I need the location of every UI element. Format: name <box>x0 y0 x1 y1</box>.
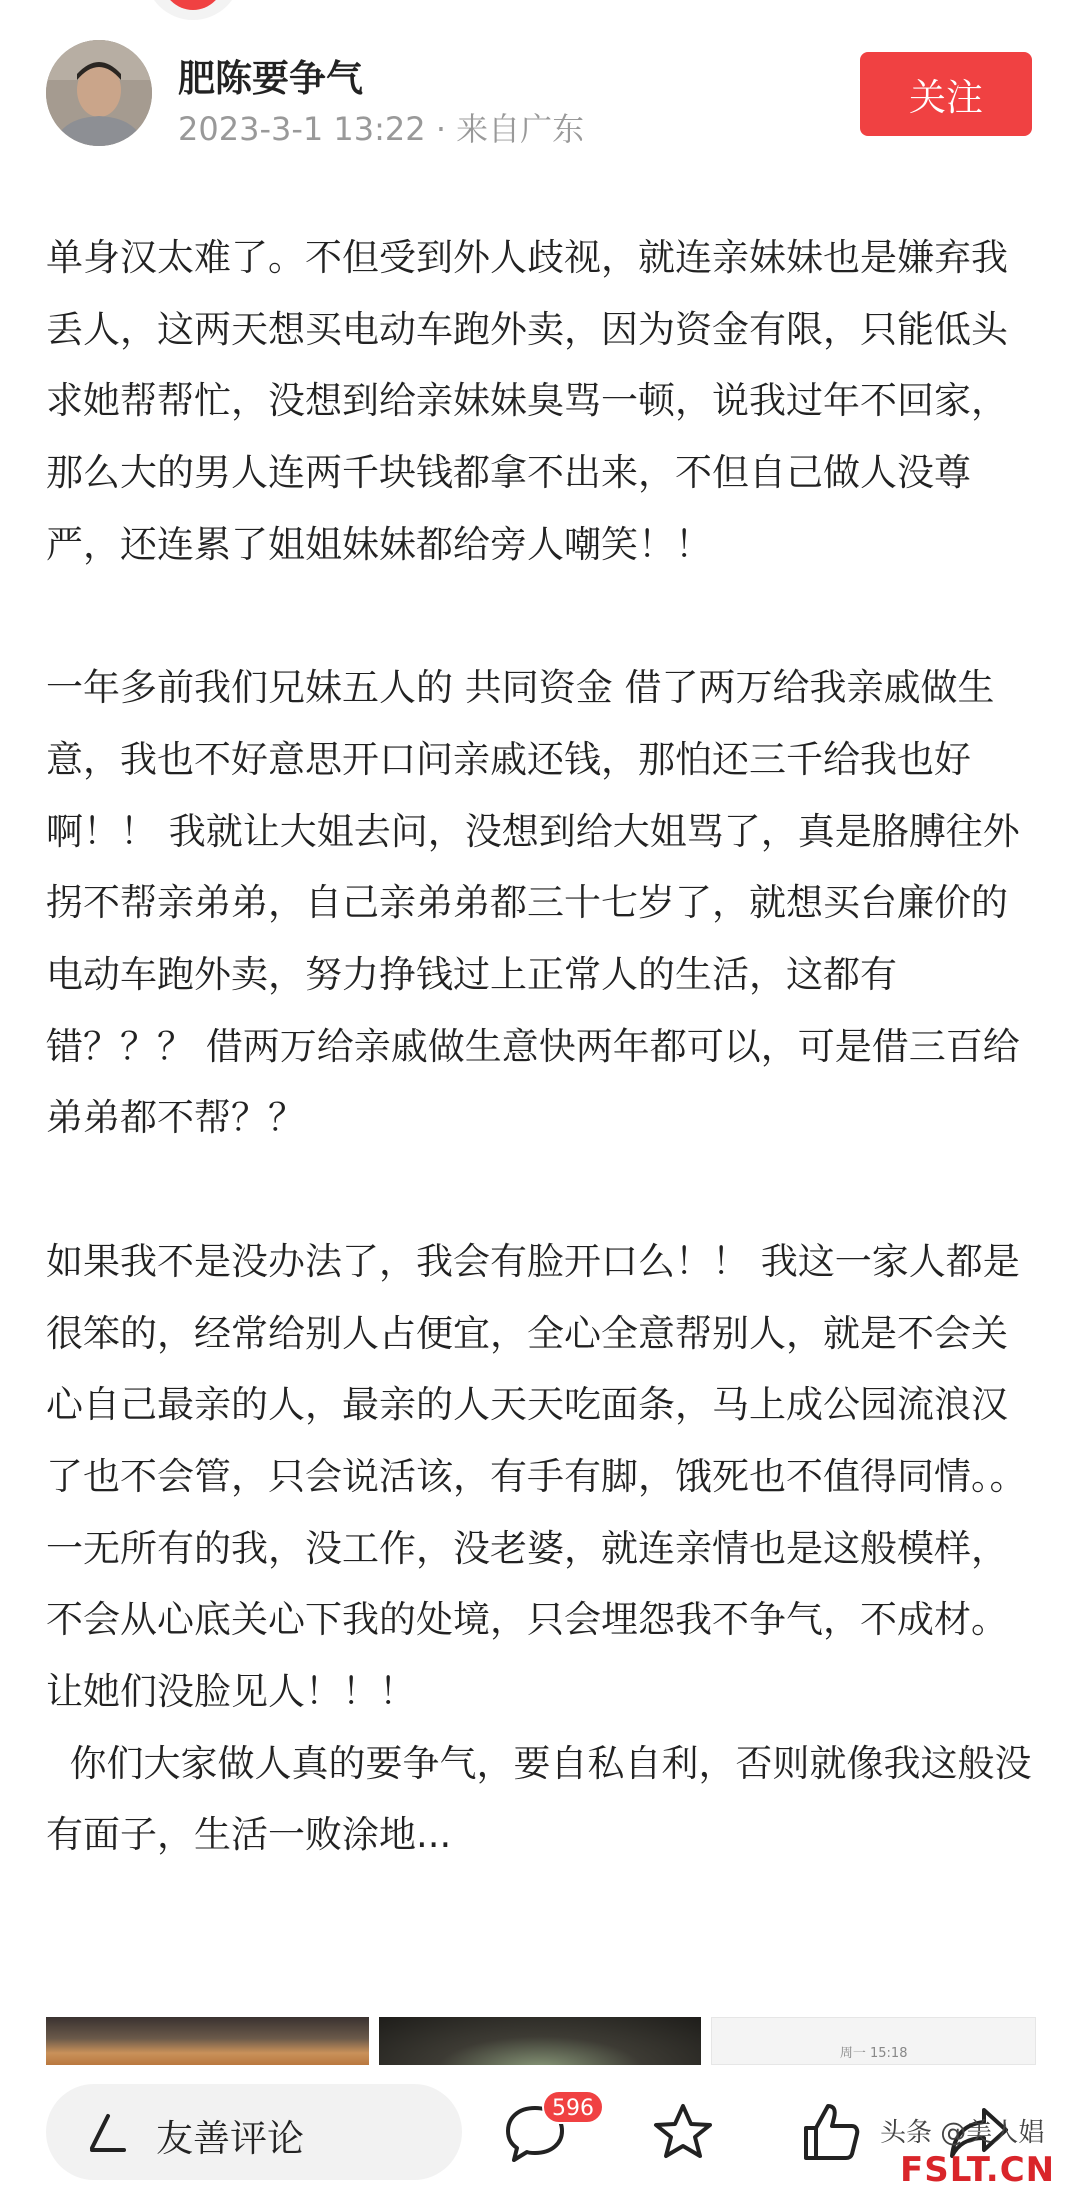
paragraph-1: 单身汉太难了。不但受到外人歧视，就连亲妹妹也是嫌弃我丢人，这两天想买电动车跑外卖，因为资金有限，只能低头求她帮帮忙，没想到给亲妹妹臭骂一顿，说我过年不回家，那么大的男人连两千块钱都拿不出来，不但自己做人没尊严，还连累了姐姐妹妹都给旁人嘲笑！！ <box>46 236 1008 566</box>
red-dot-icon <box>162 0 224 10</box>
post-meta: 2023-3-1 13:22 · 来自广东 <box>178 110 585 148</box>
watermark-site: FSLT.CN <box>900 2150 1056 2190</box>
comment-input[interactable] <box>46 2084 462 2180</box>
paragraph-3: 如果我不是没办法了，我会有脸开口么！！ 我这一家人都是很笨的，经常给别人占便宜，全心全意帮别人，就是不会关心自己最亲的人，最亲的人天天吃面条，马上成公园流浪汉了也不会管，只会说活该，有手有脚，饿死也不值得同情。。一无所有的我，没工作，没老婆，就连亲情也是这般模样，不会从心底关心下我的处境，只会埋怨我不争气，不成材。让她们没脸见人！！！ <box>46 1239 1027 1714</box>
top-status-badge <box>145 0 241 20</box>
image-thumbnail-1[interactable] <box>46 2017 369 2065</box>
comment-placeholder: 友善评论 <box>156 2117 304 2160</box>
image-thumbnail-2[interactable] <box>379 2017 702 2065</box>
paragraph-4: 你们大家做人真的要争气，要自私自利，否则就像我这般没有面子，生活一败涂地... <box>46 1741 1032 1857</box>
post-header <box>0 40 1079 160</box>
follow-button[interactable]: 关注 <box>860 52 1032 136</box>
thumbnail-caption: 周一 15:18 <box>839 2046 908 2061</box>
image-strip <box>46 2017 1036 2065</box>
image-thumbnail-3[interactable] <box>711 2017 1036 2065</box>
watermark-handle: 头条 @美人娼 <box>880 2118 1045 2148</box>
comment-count-badge: 596 <box>542 2090 604 2124</box>
pen-icon <box>84 2110 128 2154</box>
thumbs-up-icon[interactable] <box>796 2098 866 2168</box>
star-icon[interactable] <box>648 2098 718 2168</box>
paragraph-2: 一年多前我们兄妹五人的 共同资金 借了两万给我亲戚做生意，我也不好意思开口问亲戚还钱，那怕还三千给我也好啊！！ 我就让大姐去问，没想到给大姐骂了，真是胳膊往外拐不帮亲弟弟，自己亲弟弟都三十七岁了，就想买台廉价的电动车跑外卖，努力挣钱过上正常人的生活，这都有错？？？ 借两万给亲戚做生意快两年都可以，可是借三百给弟弟都不帮？？ <box>46 666 1020 1140</box>
avatar-photo-icon <box>46 40 152 146</box>
username[interactable]: 肥陈要争气 <box>178 57 363 100</box>
post-body <box>46 222 1036 1871</box>
avatar[interactable] <box>46 40 152 146</box>
